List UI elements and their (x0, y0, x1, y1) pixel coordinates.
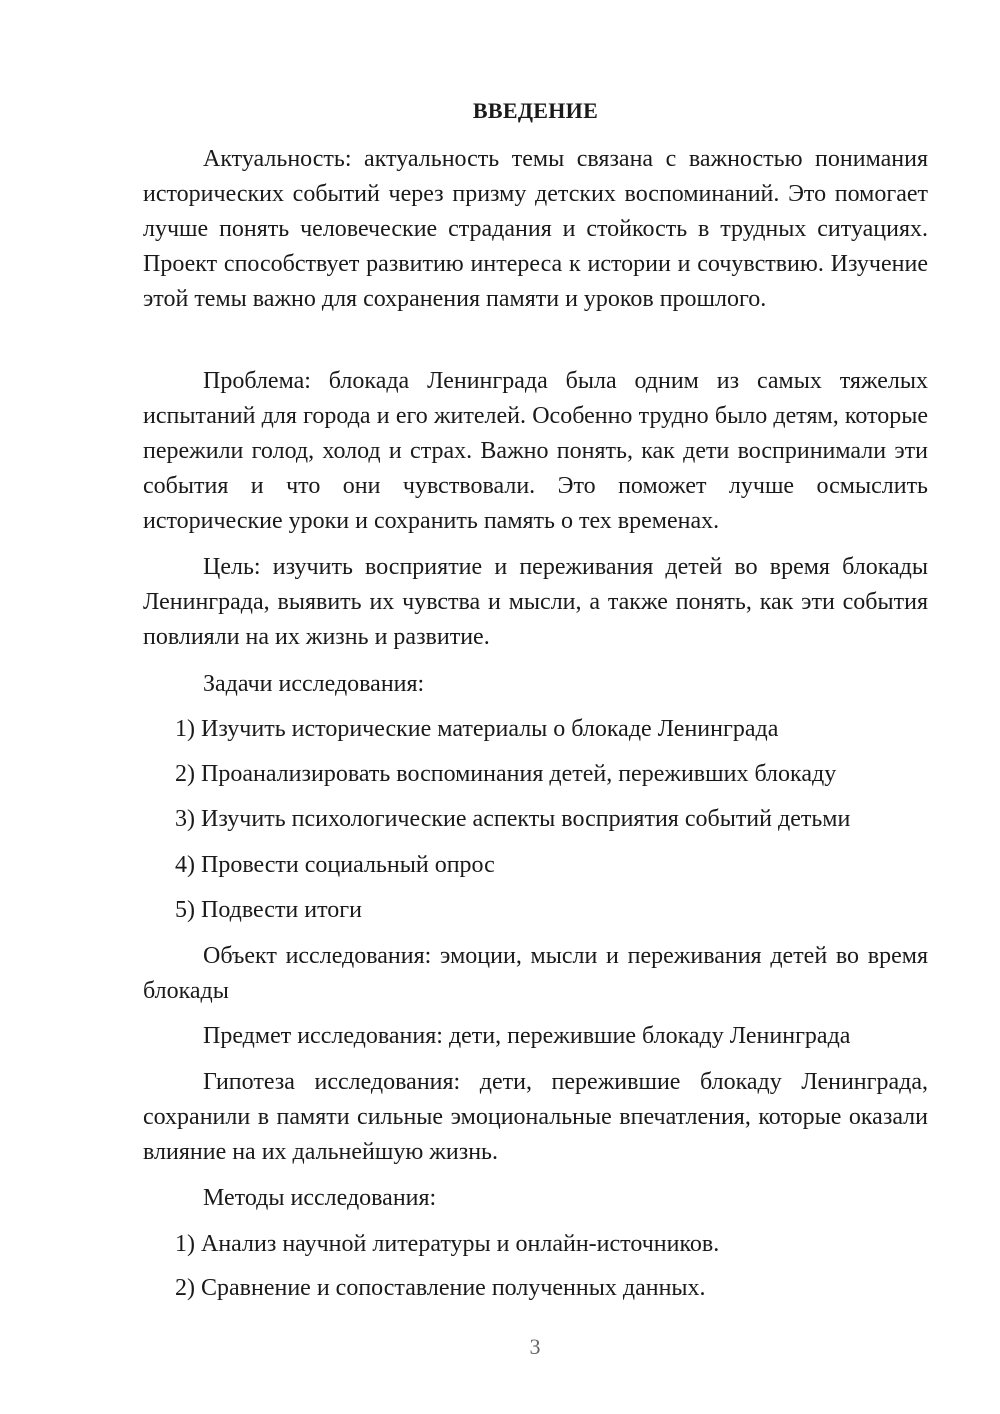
method-item-1: 1) Анализ научной литературы и онлайн-источников. (175, 1231, 720, 1257)
task-item-1: 1) Изучить исторические материалы о блокаде Ленинграда (175, 716, 779, 742)
goal-paragraph: Цель: изучить восприятие и переживания детей во время блокады Ленинграда, выявить их чувства и мысли, а также понять, как эти события повлияли на их жизнь и развитие. (143, 554, 928, 650)
problem-paragraph: Проблема: блокада Ленинграда была одним из самых тяжелых испытаний для города и его жителей. Особенно трудно было детям, которые пережили голод, холод и страх. Важно понять, как дети воспринимали эти события и что они чувствовали. Это поможет лучше осмыслить исторические уроки и сохранить память о тех временах. (143, 368, 928, 534)
hypothesis-paragraph: Гипотеза исследования: дети, пережившие блокаду Ленинграда, сохранили в памяти сильные эмоциональные впечатления, которые оказали влияние на их дальнейшую жизнь. (143, 1069, 928, 1165)
task-item-3: 3) Изучить психологические аспекты восприятия событий детьми (175, 806, 851, 832)
relevance-paragraph: Актуальность: актуальность темы связана с важностью понимания исторических событий через призму детских воспоминаний. Это помогает лучше понять человеческие страдания и стойкость в трудных ситуациях. Проект способствует развитию интереса к истории и сочувствию. Изучение этой темы важно для сохранения памяти и уроков прошлого. (143, 146, 928, 312)
page-number: 3 (529, 1334, 541, 1359)
subject-paragraph: Предмет исследования: дети, пережившие блокаду Ленинграда (203, 1023, 851, 1049)
task-item-5: 5) Подвести итоги (175, 897, 362, 923)
task-item-2: 2) Проанализировать воспоминания детей, переживших блокаду (175, 761, 837, 787)
task-item-4: 4) Провести социальный опрос (175, 852, 495, 878)
section-heading: ВВЕДЕНИЕ (472, 98, 599, 123)
methods-heading: Методы исследования: (203, 1185, 437, 1211)
method-item-2: 2) Сравнение и сопоставление полученных данных. (175, 1275, 706, 1301)
tasks-heading: Задачи исследования: (203, 671, 425, 697)
object-paragraph: Объект исследования: эмоции, мысли и переживания детей во время блокады (143, 943, 928, 1004)
